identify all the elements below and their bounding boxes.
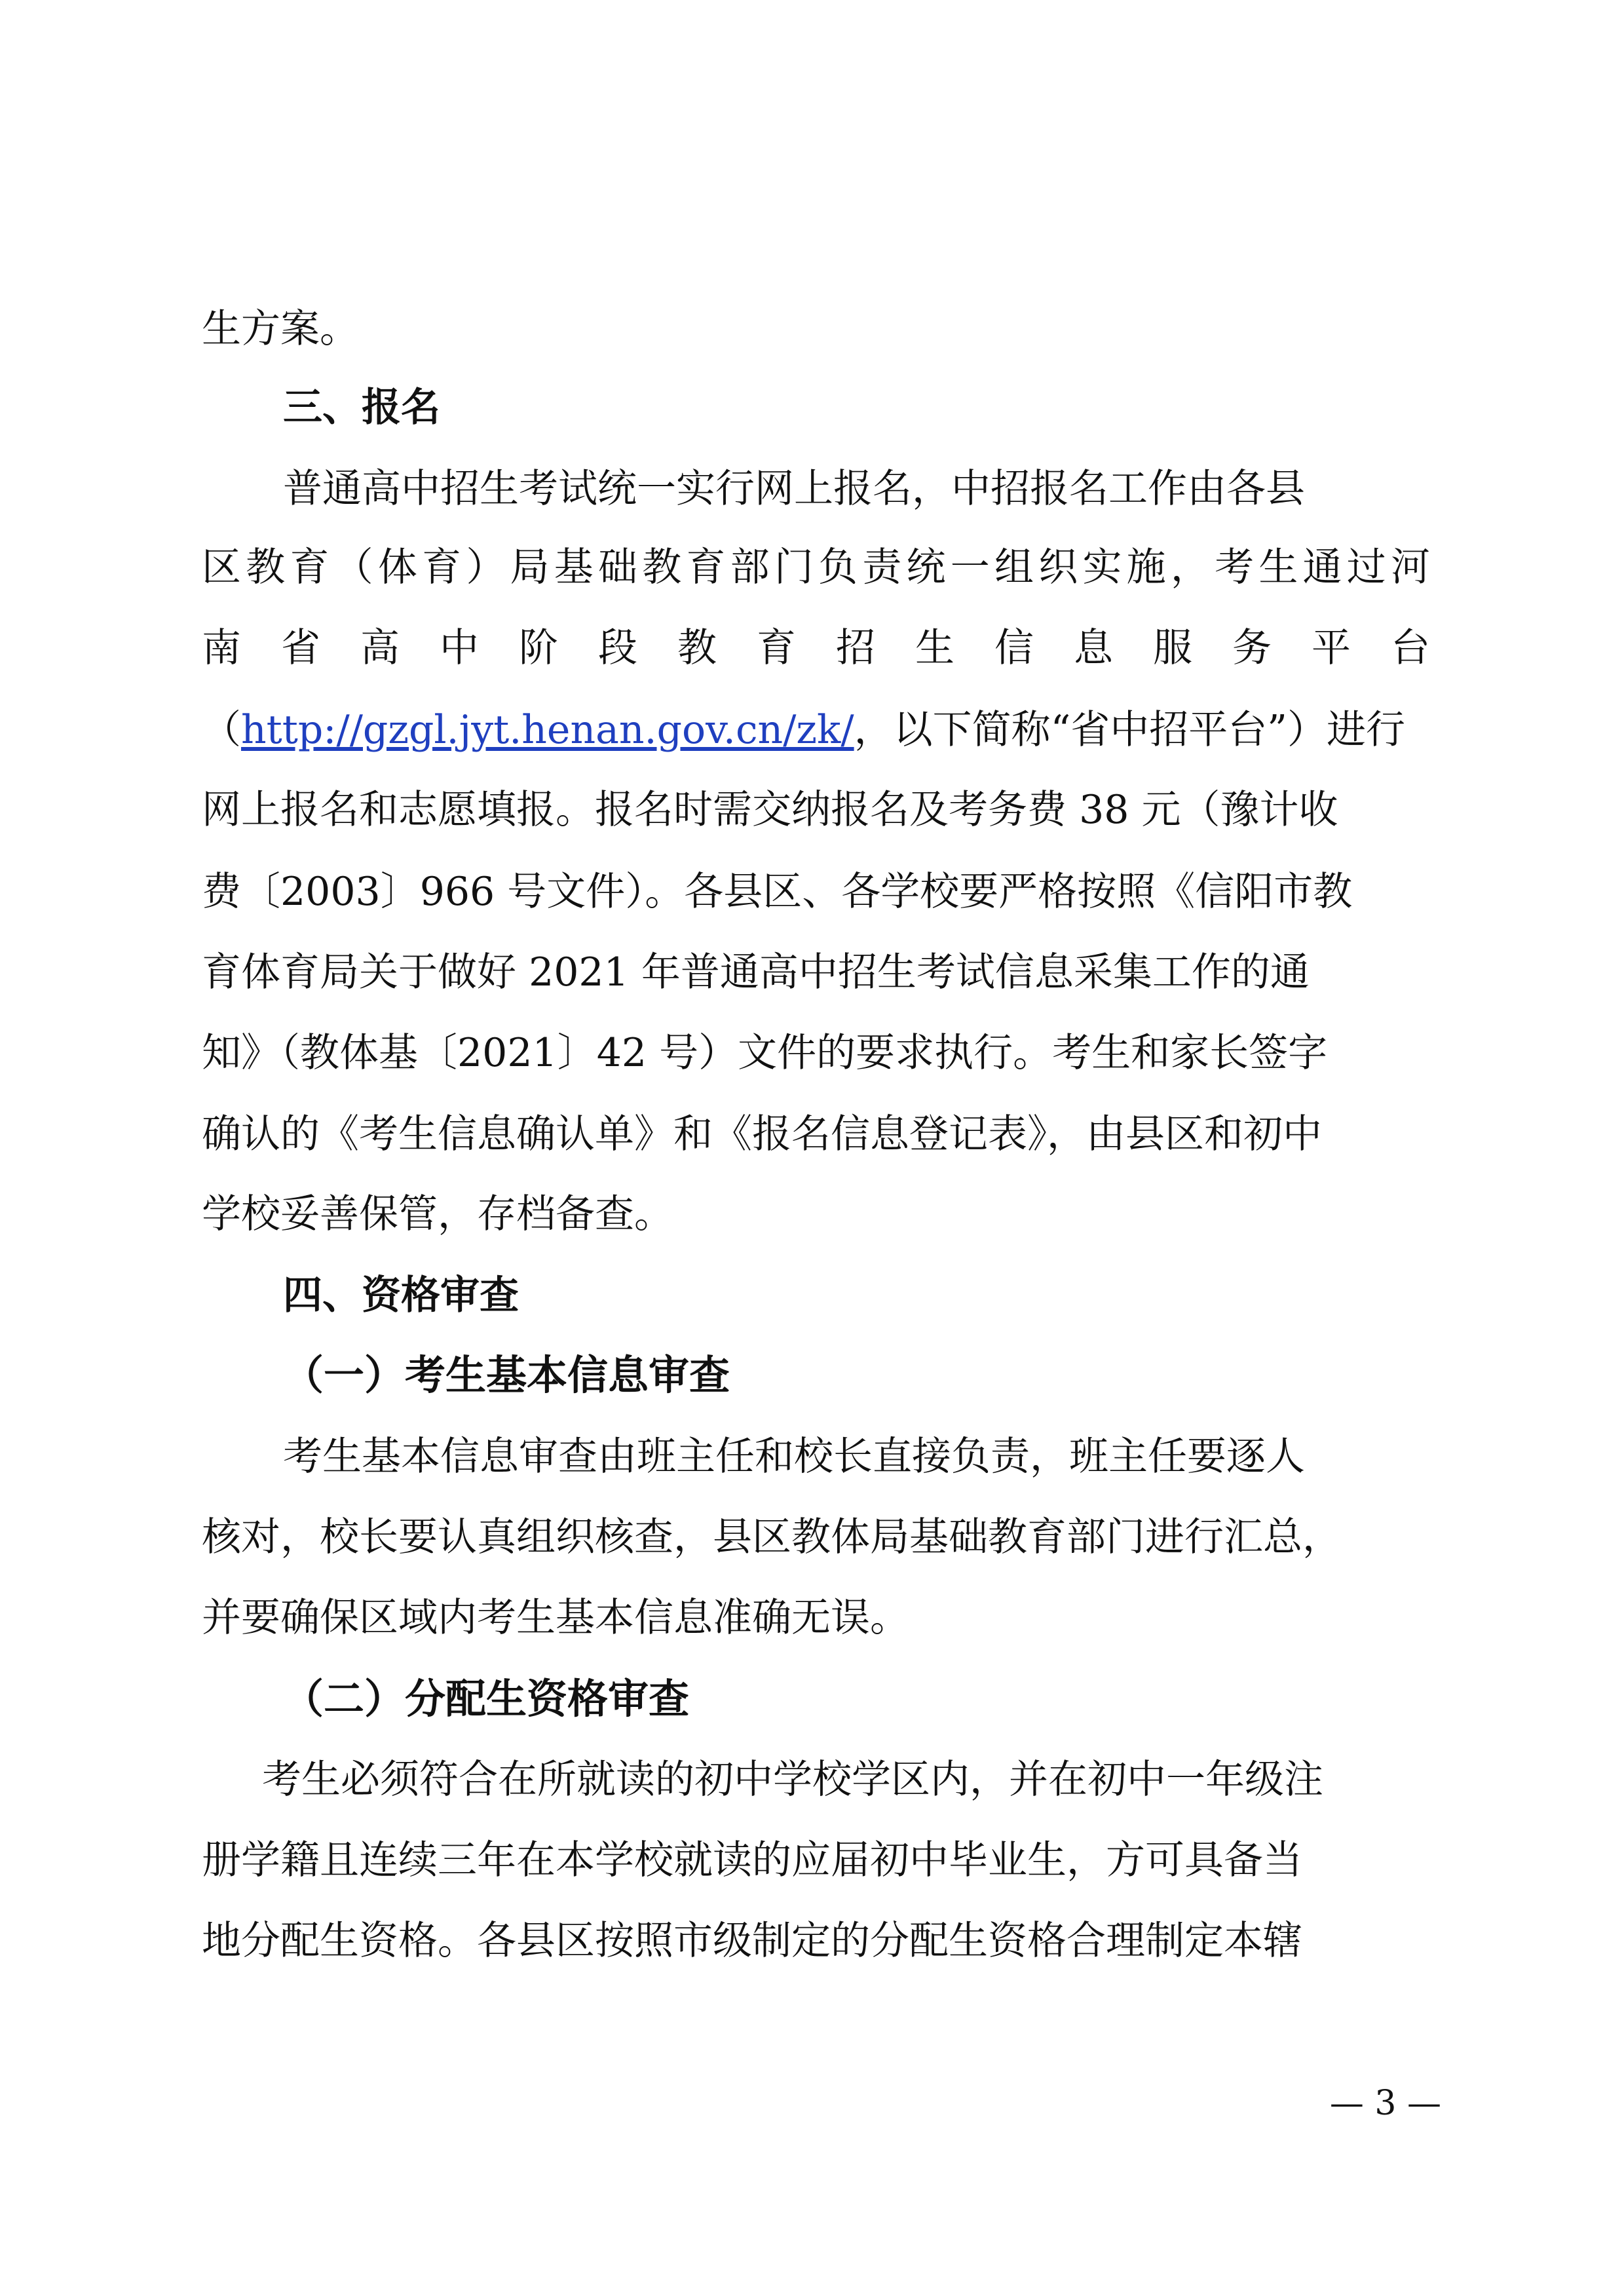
text-line: 册学籍且连续三年在本学校就读的应届初中毕业生，方可具备当 (202, 1837, 1302, 1883)
text-line: 考生基本信息审查由班主任和校长直接负责，班主任要逐人 (283, 1434, 1305, 1480)
text-line: 地分配生资格。各县区按照市级制定的分配生资格合理制定本辖 (202, 1918, 1302, 1964)
text-line: 网上报名和志愿填报。报名时需交纳报名及考务费 38 元（豫计收 (202, 787, 1338, 833)
text-fragment: （ (202, 707, 241, 753)
page-number: — 3 — (1329, 2084, 1441, 2123)
text-line: 核对，校长要认真组织核查，县区教体局基础教育部门进行汇总， (202, 1514, 1342, 1560)
text-line: 区教育（体育）局基础教育部门负责统一组织实施，考生通过河 (202, 545, 1430, 590)
text-line: 确认的《考生信息确认单》和《报名信息登记表》，由县区和初中 (202, 1111, 1322, 1157)
platform-link[interactable]: http://gzgl.jyt.henan.gov.cn/zk/ (241, 707, 854, 753)
text-line-with-link (202, 704, 1430, 756)
text-line: 育体育局关于做好 2021 年普通高中招生考试信息采集工作的通 (202, 949, 1310, 995)
text-fragment: ，以下简称“省中招平台”）进行 (854, 707, 1405, 753)
text-line: 知》（教体基〔2021〕42 号）文件的要求执行。考生和家长签字 (202, 1030, 1328, 1076)
subsection-heading-basic-info-review: （一）考生基本信息审查 (283, 1351, 730, 1399)
text-line: 南省高中阶段教育招生信息服务平台 (202, 625, 1430, 671)
section-heading-registration: 三、报名 (283, 385, 440, 430)
text-line: 考生必须符合在所就读的初中学校学区内，并在初中一年级注 (262, 1757, 1323, 1803)
text-line: 普通高中招生考试统一实行网上报名，中招报名工作由各县 (283, 466, 1305, 512)
text-line: 并要确保区域内考生基本信息准确无误。 (202, 1595, 909, 1641)
text-line: 学校妥善保管，存档备查。 (202, 1191, 673, 1237)
text-line: 生方案。 (202, 306, 359, 352)
subsection-heading-allocation-review: （二）分配生资格审查 (283, 1675, 690, 1723)
section-heading-qualification-review: 四、资格审查 (283, 1272, 519, 1318)
text-line: 费〔2003〕966 号文件）。各县区、各学校要严格按照《信阳市教 (202, 869, 1353, 915)
